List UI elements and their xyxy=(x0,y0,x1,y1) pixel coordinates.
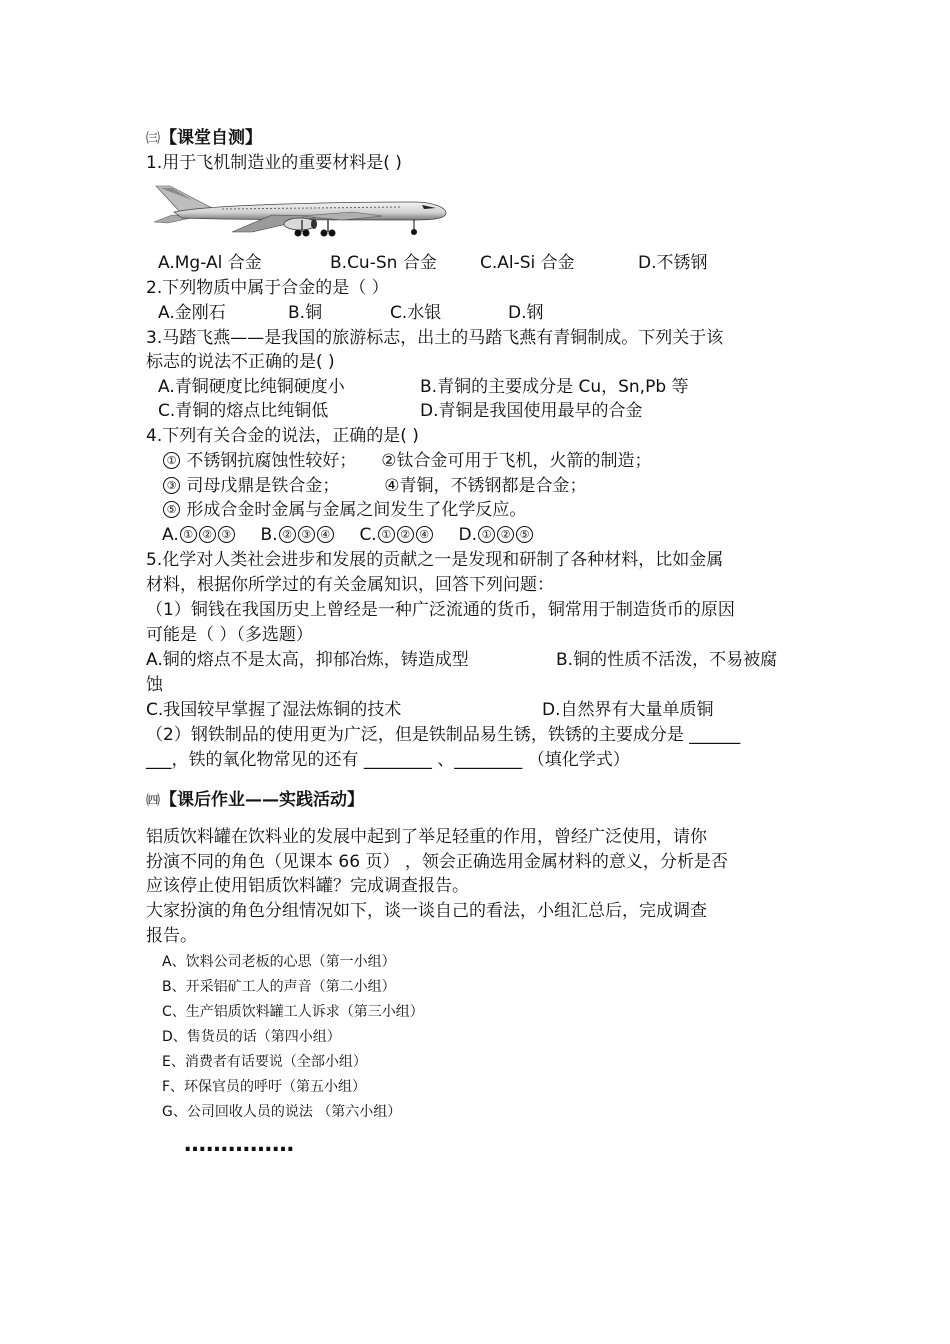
role-item: E、消费者有话要说（全部小组） xyxy=(162,1054,367,1070)
q5-option-d: D.自然界有大量单质铜 xyxy=(542,700,714,720)
q1-option-a: A.Mg-Al 合金 xyxy=(158,253,262,273)
activity-p2-line2: 报告。 xyxy=(146,926,197,946)
q5-part1-line1: （1）铜钱在我国历史上曾经是一种广泛流通的货币，铜常用于制造货币的原因 xyxy=(146,600,735,620)
q4-option-c: C. ① ② ④ xyxy=(359,525,433,545)
q4-statement-4: ④青铜，不锈钢都是合金； xyxy=(384,476,587,496)
q4-option-a: A. ① ② ③ xyxy=(162,525,236,545)
q4-statement-row2 xyxy=(162,474,586,498)
activity-p1-line1: 铝质饮料罐在饮料业的发展中起到了举足轻重的作用，曾经广泛使用，请你 xyxy=(146,827,707,847)
q2-option-d: D.钢 xyxy=(508,303,544,323)
section4-title: 【课后作业——实践活动】 xyxy=(160,790,364,810)
q1-option-b: B.Cu-Sn 合金 xyxy=(330,253,437,273)
q5-option-a: A.铜的熔点不是太高，抑郁冶炼，铸造成型 xyxy=(146,650,469,670)
role-item: A、饮料公司老板的心思（第一小组） xyxy=(162,954,396,970)
q5-line2: 材料，根据你所学过的有关金属知识，回答下列问题： xyxy=(146,575,554,595)
q3-option-b: B.青铜的主要成分是 Cu，Sn,Pb 等 xyxy=(420,377,689,397)
q4-statement-3: 司母戊鼎是铁合金； xyxy=(186,476,340,496)
section3-marker: ㈢ xyxy=(146,131,160,147)
q2-option-b: B.铜 xyxy=(288,303,323,323)
q4-num-5: ⑤ xyxy=(163,501,180,518)
q3-line2: 标志的说法不正确的是( ) xyxy=(146,352,335,372)
q4-num-3: ③ xyxy=(163,477,180,494)
q2-option-c: C.水银 xyxy=(390,303,442,323)
q4-statement-2: ②钛合金可用于飞机，火箭的制造； xyxy=(381,451,652,471)
q4-statement-1: 不锈钢抗腐蚀性较好； xyxy=(186,451,357,471)
section3-title: 【课堂自测】 xyxy=(160,128,262,148)
q4-statement-5: 形成合金时金属与金属之间发生了化学反应。 xyxy=(186,500,527,520)
ellipsis: …………… xyxy=(184,1132,294,1157)
q3-option-d: D.青铜是我国使用最早的合金 xyxy=(420,401,643,421)
activity-p2-line1: 大家扮演的角色分组情况如下，谈一谈自己的看法，小组汇总后，完成调查 xyxy=(146,901,707,921)
q2-option-a: A.金刚石 xyxy=(158,303,226,323)
q1-option-d: D.不锈钢 xyxy=(638,253,708,273)
role-item: C、生产铝质饮料罐工人诉求（第三小组） xyxy=(162,1004,424,1020)
section3-heading xyxy=(146,126,262,151)
q5-option-b: B.铜的性质不活泼，不易被腐 xyxy=(556,650,778,670)
airplane-image xyxy=(152,182,448,238)
q3-line1: 3.马踏飞燕——是我国的旅游标志，出土的马踏飞燕有青铜制成。下列关于该 xyxy=(146,328,724,348)
q4-statement-row1 xyxy=(162,449,651,473)
q5-option-b-cont: 蚀 xyxy=(146,675,163,695)
section4-marker: ㈣ xyxy=(146,793,160,809)
q4-option-b: B. ② ③ ④ xyxy=(261,525,335,545)
role-item: F、环保官员的呼吁（第五小组） xyxy=(162,1079,367,1095)
q4-text: 4.下列有关合金的说法，正确的是( ) xyxy=(146,426,419,446)
section4-heading xyxy=(146,788,364,813)
q3-option-c: C.青铜的熔点比纯铜低 xyxy=(158,401,329,421)
q5-option-c: C.我国较早掌握了湿法炼铜的技术 xyxy=(146,700,402,720)
role-item: D、售货员的话（第四小组） xyxy=(162,1029,341,1045)
activity-p1-line2: 扮演不同的角色（见课本 66 页） ，领会正确选用金属材料的意义，分析是否 xyxy=(146,852,728,872)
q1-option-c: C.Al-Si 合金 xyxy=(480,253,575,273)
q5-part2-line1: （2）钢铁制品的使用更为广泛，但是铁制品易生锈，铁锈的主要成分是 ______ xyxy=(146,725,741,745)
role-item: G、公司回收人员的说法 （第六小组） xyxy=(162,1104,402,1120)
q1-text: 1.用于飞机制造业的重要材料是( ) xyxy=(146,153,402,173)
q5-line1: 5.化学对人类社会进步和发展的贡献之一是发现和研制了各种材料，比如金属 xyxy=(146,550,724,570)
q5-part1-line2: 可能是（ ）（多选题） xyxy=(146,625,313,645)
q4-option-d: D. ① ② ⑤ xyxy=(459,525,535,545)
q4-num-1: ① xyxy=(163,452,180,469)
role-item: B、开采铝矿工人的声音（第二小组） xyxy=(162,979,396,995)
q3-option-a: A.青铜硬度比纯铜硬度小 xyxy=(158,377,345,397)
activity-p1-line3: 应该停止使用铝质饮料罐？完成调查报告。 xyxy=(146,876,469,896)
q4-statement-row3 xyxy=(162,498,526,522)
q5-part2-line2: ___，铁的氧化物常见的还有 ________ 、________ （填化学式） xyxy=(146,750,630,770)
q2-text: 2.下列物质中属于合金的是（ ） xyxy=(146,278,389,298)
q4-options xyxy=(162,523,534,547)
